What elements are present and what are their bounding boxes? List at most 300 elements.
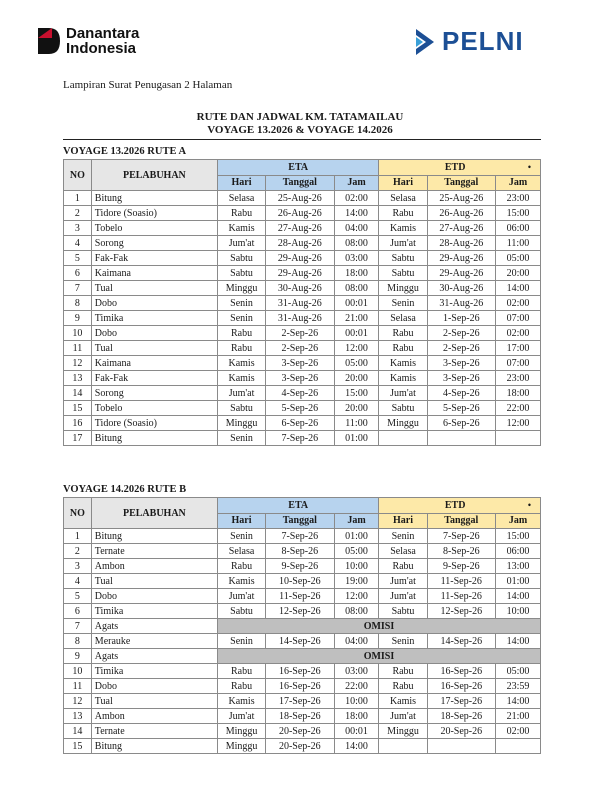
etd-tanggal: 8-Sep-26 [427,544,495,559]
row-no: 2 [64,206,92,221]
etd-hari: Sabtu [379,251,427,266]
etd-jam: 15:00 [496,529,541,544]
header-eta-tanggal: Tanggal [266,175,334,191]
row-no: 3 [64,559,92,574]
header-no: NO [64,160,92,191]
etd-tanggal [427,431,495,446]
row-no: 9 [64,311,92,326]
row-no: 8 [64,296,92,311]
row-port: Dobo [91,679,217,694]
eta-tanggal: 7-Sep-26 [266,431,334,446]
danantara-mark-icon [36,26,62,56]
row-port: Tual [91,694,217,709]
etd-marker: • [527,499,531,510]
etd-tanggal: 4-Sep-26 [427,386,495,401]
table-row [64,221,541,236]
row-port: Tual [91,574,217,589]
row-port: Fak-Fak [91,371,217,386]
eta-hari: Jum'at [217,236,265,251]
eta-tanggal: 31-Aug-26 [266,311,334,326]
eta-jam: 08:00 [334,281,379,296]
eta-hari: Jum'at [217,709,265,724]
etd-hari: Selasa [379,191,427,206]
eta-hari: Senin [217,529,265,544]
pelni-logo [412,26,524,57]
etd-jam: 22:00 [496,401,541,416]
eta-tanggal: 25-Aug-26 [266,191,334,206]
row-no: 16 [64,416,92,431]
row-port: Tidore (Soasio) [91,416,217,431]
eta-hari: Rabu [217,559,265,574]
table-row [64,574,541,589]
etd-tanggal: 28-Aug-26 [427,236,495,251]
eta-hari: Kamis [217,221,265,236]
row-port: Ambon [91,709,217,724]
row-port: Bitung [91,529,217,544]
row-port: Ternate [91,724,217,739]
header-etd-tanggal: Tanggal [427,513,495,529]
etd-tanggal: 5-Sep-26 [427,401,495,416]
etd-hari: Minggu [379,416,427,431]
eta-hari: Minggu [217,416,265,431]
row-port: Bitung [91,191,217,206]
etd-jam: 14:00 [496,281,541,296]
eta-hari: Minggu [217,724,265,739]
etd-tanggal: 3-Sep-26 [427,371,495,386]
eta-hari: Kamis [217,694,265,709]
table-row [64,251,541,266]
row-port: Merauke [91,634,217,649]
eta-jam: 15:00 [334,386,379,401]
etd-tanggal: 17-Sep-26 [427,694,495,709]
eta-tanggal: 3-Sep-26 [266,356,334,371]
eta-tanggal: 28-Aug-26 [266,236,334,251]
row-no: 2 [64,544,92,559]
eta-jam: 03:00 [334,251,379,266]
etd-hari [379,739,427,754]
eta-hari: Sabtu [217,401,265,416]
etd-jam: 07:00 [496,356,541,371]
eta-hari: Kamis [217,371,265,386]
eta-hari: Senin [217,634,265,649]
row-port: Bitung [91,431,217,446]
etd-hari: Kamis [379,356,427,371]
etd-jam: 17:00 [496,341,541,356]
danantara-logo [36,26,139,56]
header-etd-label: ETD [444,161,466,173]
etd-jam: 11:00 [496,236,541,251]
header-eta: ETA [217,160,378,176]
etd-tanggal: 3-Sep-26 [427,356,495,371]
eta-jam: 11:00 [334,416,379,431]
row-port: Sorong [91,236,217,251]
header-eta: ETA [217,498,378,514]
etd-hari: Selasa [379,544,427,559]
eta-tanggal: 12-Sep-26 [266,604,334,619]
eta-jam: 08:00 [334,236,379,251]
eta-jam: 14:00 [334,739,379,754]
etd-jam: 23:00 [496,191,541,206]
table-row [64,416,541,431]
etd-jam [496,739,541,754]
eta-tanggal: 20-Sep-26 [266,739,334,754]
header-etd [379,160,541,176]
row-port: Fak-Fak [91,251,217,266]
eta-hari: Senin [217,311,265,326]
etd-jam [496,431,541,446]
eta-jam: 01:00 [334,431,379,446]
etd-jam: 15:00 [496,206,541,221]
voyage-b-table [63,497,541,754]
etd-hari [379,431,427,446]
eta-hari: Kamis [217,574,265,589]
etd-hari: Sabtu [379,604,427,619]
row-no: 14 [64,724,92,739]
row-port: Timika [91,311,217,326]
eta-jam: 18:00 [334,709,379,724]
row-no: 7 [64,281,92,296]
eta-tanggal: 6-Sep-26 [266,416,334,431]
etd-jam: 02:00 [496,724,541,739]
header-eta-tanggal: Tanggal [266,513,334,529]
pelni-logo-text: PELNI [442,26,524,56]
row-port: Tobelo [91,221,217,236]
table-row [64,634,541,649]
etd-hari: Senin [379,296,427,311]
etd-tanggal: 11-Sep-26 [427,589,495,604]
row-port: Timika [91,604,217,619]
row-no: 12 [64,694,92,709]
table-row [64,544,541,559]
etd-jam: 02:00 [496,326,541,341]
eta-hari: Rabu [217,341,265,356]
header-eta-jam: Jam [334,175,379,191]
document-header [0,0,600,70]
eta-tanggal: 4-Sep-26 [266,386,334,401]
eta-hari: Sabtu [217,604,265,619]
eta-hari: Kamis [217,356,265,371]
row-no: 4 [64,236,92,251]
table-row [64,709,541,724]
etd-hari: Senin [379,529,427,544]
table-row [64,649,541,664]
etd-tanggal: 26-Aug-26 [427,206,495,221]
row-no: 8 [64,634,92,649]
eta-hari: Minggu [217,739,265,754]
etd-hari: Kamis [379,371,427,386]
eta-hari: Sabtu [217,251,265,266]
row-no: 3 [64,221,92,236]
eta-hari: Jum'at [217,386,265,401]
table-row [64,739,541,754]
eta-jam: 00:01 [334,724,379,739]
omisi-cell: OMISI [217,649,540,664]
eta-hari: Rabu [217,679,265,694]
eta-hari: Rabu [217,326,265,341]
etd-hari: Minggu [379,724,427,739]
etd-hari: Sabtu [379,266,427,281]
etd-hari: Minggu [379,281,427,296]
eta-jam: 14:00 [334,206,379,221]
table-row [64,431,541,446]
row-no: 11 [64,341,92,356]
etd-hari: Senin [379,634,427,649]
etd-tanggal: 25-Aug-26 [427,191,495,206]
eta-jam: 00:01 [334,326,379,341]
row-no: 5 [64,251,92,266]
etd-jam: 01:00 [496,574,541,589]
eta-hari: Sabtu [217,266,265,281]
eta-tanggal: 17-Sep-26 [266,694,334,709]
etd-tanggal: 29-Aug-26 [427,251,495,266]
row-no: 6 [64,604,92,619]
danantara-logo-line1: Danantara [66,25,140,42]
table-row [64,341,541,356]
row-no: 15 [64,401,92,416]
row-port: Bitung [91,739,217,754]
document-title: RUTE DAN JADWAL KM. TATAMAILAU [196,111,404,123]
row-port: Kaimana [91,356,217,371]
table-row [64,191,541,206]
row-port: Tidore (Soasio) [91,206,217,221]
row-no: 15 [64,739,92,754]
etd-jam: 14:00 [496,589,541,604]
row-port: Dobo [91,326,217,341]
etd-tanggal: 2-Sep-26 [427,326,495,341]
eta-jam: 04:00 [334,634,379,649]
etd-tanggal: 1-Sep-26 [427,311,495,326]
etd-hari: Sabtu [379,401,427,416]
etd-hari: Rabu [379,206,427,221]
eta-hari: Selasa [217,191,265,206]
table-row [64,266,541,281]
eta-tanggal: 16-Sep-26 [266,679,334,694]
row-port: Kaimana [91,266,217,281]
eta-hari: Senin [217,296,265,311]
etd-tanggal: 7-Sep-26 [427,529,495,544]
etd-jam: 05:00 [496,251,541,266]
etd-tanggal [427,739,495,754]
row-no: 10 [64,326,92,341]
row-no: 14 [64,386,92,401]
etd-tanggal: 2-Sep-26 [427,341,495,356]
etd-hari: Jum'at [379,709,427,724]
eta-tanggal: 5-Sep-26 [266,401,334,416]
eta-jam: 18:00 [334,266,379,281]
row-no: 13 [64,371,92,386]
eta-jam: 21:00 [334,311,379,326]
eta-tanggal: 2-Sep-26 [266,341,334,356]
eta-tanggal: 20-Sep-26 [266,724,334,739]
eta-jam: 05:00 [334,356,379,371]
table-row [64,206,541,221]
eta-tanggal: 7-Sep-26 [266,529,334,544]
row-port: Ternate [91,544,217,559]
etd-jam: 21:00 [496,709,541,724]
header-etd-label: ETD [444,499,466,511]
table-row [64,529,541,544]
etd-hari: Jum'at [379,589,427,604]
header-eta-hari: Hari [217,175,265,191]
etd-tanggal: 6-Sep-26 [427,416,495,431]
header-etd-hari: Hari [379,513,427,529]
voyage-a-title: VOYAGE 13.2026 RUTE A [63,146,187,157]
row-no: 17 [64,431,92,446]
etd-hari: Rabu [379,326,427,341]
header-etd-jam: Jam [496,513,541,529]
eta-jam: 20:00 [334,401,379,416]
eta-tanggal: 10-Sep-26 [266,574,334,589]
etd-hari: Jum'at [379,574,427,589]
etd-jam: 23:59 [496,679,541,694]
table-row [64,236,541,251]
eta-tanggal: 14-Sep-26 [266,634,334,649]
etd-tanggal: 14-Sep-26 [427,634,495,649]
eta-hari: Senin [217,431,265,446]
omisi-cell: OMISI [217,619,540,634]
etd-jam: 07:00 [496,311,541,326]
eta-tanggal: 26-Aug-26 [266,206,334,221]
etd-jam: 14:00 [496,634,541,649]
etd-jam: 05:00 [496,664,541,679]
etd-jam: 06:00 [496,544,541,559]
eta-tanggal: 30-Aug-26 [266,281,334,296]
eta-tanggal: 29-Aug-26 [266,251,334,266]
voyage-a-table [63,159,541,446]
table-row [64,619,541,634]
etd-tanggal: 30-Aug-26 [427,281,495,296]
document-subtitle: VOYAGE 13.2026 & VOYAGE 14.2026 [207,124,393,136]
eta-jam: 05:00 [334,544,379,559]
eta-tanggal: 16-Sep-26 [266,664,334,679]
etd-hari: Selasa [379,311,427,326]
row-no: 1 [64,191,92,206]
row-port: Tual [91,281,217,296]
table-row [64,724,541,739]
row-port: Sorong [91,386,217,401]
row-port: Ambon [91,559,217,574]
lampiran-note: Lampiran Surat Penugasan 2 Halaman [63,79,233,91]
etd-tanggal: 29-Aug-26 [427,266,495,281]
eta-jam: 08:00 [334,604,379,619]
eta-jam: 00:01 [334,296,379,311]
etd-jam: 13:00 [496,559,541,574]
header-etd-jam: Jam [496,175,541,191]
etd-jam: 20:00 [496,266,541,281]
table-row [64,694,541,709]
row-no: 10 [64,664,92,679]
table-row [64,356,541,371]
eta-tanggal: 31-Aug-26 [266,296,334,311]
eta-jam: 01:00 [334,529,379,544]
row-port: Tual [91,341,217,356]
header-eta-jam: Jam [334,513,379,529]
etd-hari: Jum'at [379,386,427,401]
row-no: 7 [64,619,92,634]
table-row [64,371,541,386]
eta-hari: Selasa [217,544,265,559]
table-row [64,679,541,694]
etd-tanggal: 16-Sep-26 [427,679,495,694]
eta-tanggal: 18-Sep-26 [266,709,334,724]
table-row [64,604,541,619]
pelni-mark-icon [412,27,438,57]
header-eta-hari: Hari [217,513,265,529]
row-port: Agats [91,619,217,634]
etd-tanggal: 27-Aug-26 [427,221,495,236]
table-row [64,559,541,574]
etd-hari: Kamis [379,694,427,709]
etd-hari: Rabu [379,559,427,574]
etd-jam: 14:00 [496,694,541,709]
row-no: 5 [64,589,92,604]
eta-jam: 03:00 [334,664,379,679]
eta-jam: 12:00 [334,341,379,356]
eta-tanggal: 3-Sep-26 [266,371,334,386]
eta-jam: 22:00 [334,679,379,694]
etd-jam: 02:00 [496,296,541,311]
etd-marker: • [527,161,531,172]
title-divider [63,139,541,140]
table-row [64,589,541,604]
etd-tanggal: 11-Sep-26 [427,574,495,589]
table-row [64,281,541,296]
eta-tanggal: 2-Sep-26 [266,326,334,341]
eta-jam: 19:00 [334,574,379,589]
etd-jam: 12:00 [496,416,541,431]
voyage-b-title: VOYAGE 14.2026 RUTE B [63,484,187,495]
etd-tanggal: 9-Sep-26 [427,559,495,574]
eta-tanggal: 11-Sep-26 [266,589,334,604]
row-port: Timika [91,664,217,679]
etd-tanggal: 12-Sep-26 [427,604,495,619]
eta-tanggal: 29-Aug-26 [266,266,334,281]
row-port: Tobelo [91,401,217,416]
row-no: 9 [64,649,92,664]
etd-tanggal: 18-Sep-26 [427,709,495,724]
table-row [64,296,541,311]
etd-tanggal: 31-Aug-26 [427,296,495,311]
etd-hari: Rabu [379,341,427,356]
eta-tanggal: 9-Sep-26 [266,559,334,574]
header-pelabuhan: PELABUHAN [91,498,217,529]
header-etd-tanggal: Tanggal [427,175,495,191]
row-port: Agats [91,649,217,664]
table-row [64,401,541,416]
eta-hari: Rabu [217,664,265,679]
header-pelabuhan: PELABUHAN [91,160,217,191]
eta-jam: 12:00 [334,589,379,604]
row-port: Dobo [91,589,217,604]
eta-jam: 02:00 [334,191,379,206]
etd-hari: Jum'at [379,236,427,251]
eta-hari: Minggu [217,281,265,296]
etd-jam: 10:00 [496,604,541,619]
row-no: 12 [64,356,92,371]
table-row [64,664,541,679]
table-row [64,326,541,341]
row-no: 4 [64,574,92,589]
row-no: 13 [64,709,92,724]
row-no: 1 [64,529,92,544]
eta-jam: 10:00 [334,694,379,709]
etd-hari: Rabu [379,664,427,679]
etd-hari: Kamis [379,221,427,236]
eta-tanggal: 27-Aug-26 [266,221,334,236]
eta-hari: Jum'at [217,589,265,604]
header-etd [379,498,541,514]
etd-tanggal: 16-Sep-26 [427,664,495,679]
